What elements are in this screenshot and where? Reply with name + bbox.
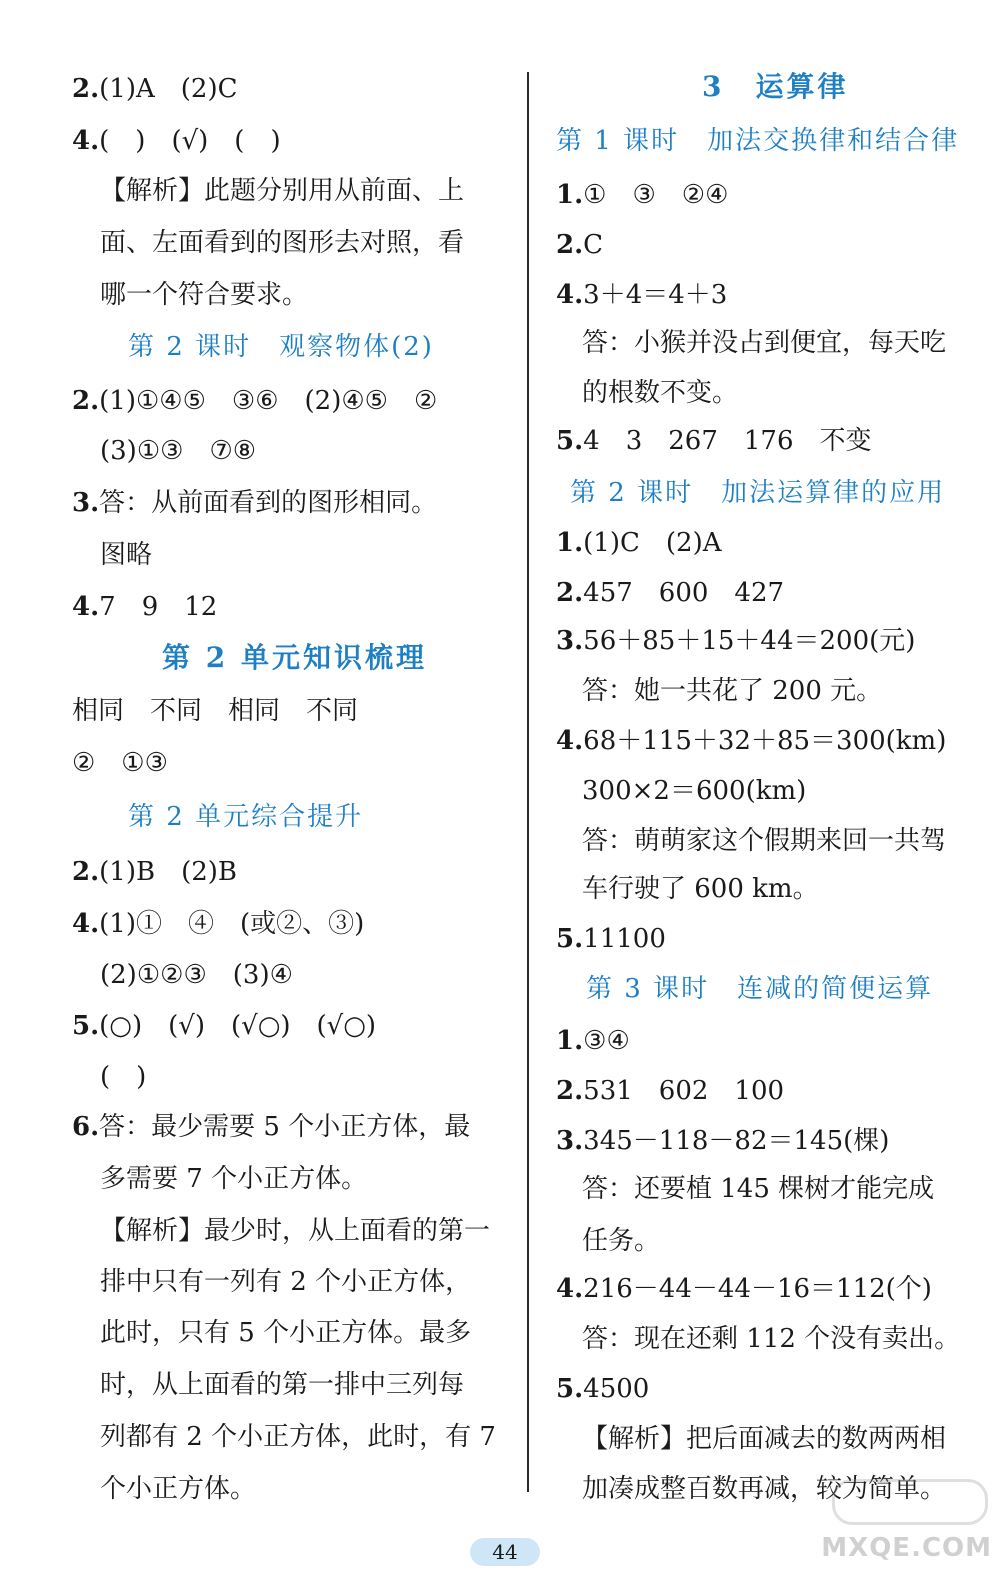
answer-text: ③④ [583,1026,630,1056]
answer-text: 【解析】最少时，从上面看的第一 [100,1216,491,1246]
answer-line [100,1265,471,1299]
answer-text: 457 600 427 [583,578,785,608]
answer-text: (2)①②③ (3)④ [100,960,293,990]
question-number: 3. [556,626,584,656]
answer-text: 【解析】把后面减去的数两两相 [582,1424,947,1454]
question-number: 4. [556,1274,584,1304]
answer-line [582,824,946,858]
question-number: 5. [72,1011,100,1041]
answer-line [72,124,281,158]
answer-text: 4 3 267 176 不变 [583,426,872,456]
unit-heading: 第 2 单元知识梳理 [162,641,427,674]
answer-text: 个小正方体。 [100,1474,257,1504]
answer-text: (3)①③ ⑦⑧ [100,436,257,466]
answer-text: 列都有 2 个小正方体，此时，有 7 [100,1422,496,1452]
question-number: 1. [556,528,584,558]
answer-text: 相同 不同 相同 不同 [72,696,359,726]
answer-line [72,907,364,941]
answer-line [556,922,666,956]
answer-text: 图略 [100,540,153,570]
answer-text: ( ) [100,1062,147,1092]
answer-text: 答：萌萌家这个假期来回一共驾 [582,826,947,856]
answer-text: C [583,230,604,260]
question-number: 3. [72,488,100,518]
answer-line [72,855,237,889]
section-heading: 第 2 课时 加法运算律的应用 [570,478,946,508]
answer-line [582,1224,660,1258]
section-heading: 第 1 课时 加法交换律和结合律 [556,126,960,156]
answer-text: 4500 [583,1374,650,1404]
section-heading: 第 3 课时 连减的简便运算 [586,974,934,1004]
answer-text: 300×2＝600(km) [582,776,807,806]
answer-text: 车行驶了 600 km。 [582,874,819,904]
answer-line [72,486,437,520]
answer-line [556,178,728,212]
question-number: 4. [72,909,100,939]
answer-text: 7 9 12 [99,592,218,622]
question-number: 5. [556,924,584,954]
answer-line [556,624,915,658]
answer-line [100,434,256,468]
answer-line [72,1009,376,1043]
answer-line [100,1060,146,1094]
answer-text: 【解析】此题分别用从前面、上 [100,176,465,206]
answer-text: (1)A (2)C [99,74,238,104]
answer-line [556,576,784,610]
answer-text: 531 602 100 [583,1076,785,1106]
answer-line [100,226,464,260]
answer-text: 答：最少需要 5 个小正方体，最 [99,1112,471,1142]
question-number: 2. [556,230,584,260]
answer-line [100,1472,256,1506]
question-number: 4. [556,726,584,756]
answer-line [582,376,738,410]
answer-text: 加凑成整百数再减，较为简单。 [582,1474,947,1504]
answer-line [582,1172,934,1206]
answer-text: 答：现在还剩 112 个没有卖出。 [582,1324,961,1354]
answer-text: 68＋115＋32＋85＝300(km) [583,726,947,756]
answer-text: 面、左面看到的图形去对照，看 [100,228,465,258]
answer-line [72,1110,470,1144]
answer-line [100,1316,471,1350]
answer-text: 345－118－82＝145(棵) [583,1126,890,1156]
answer-text: 排中只有一列有 2 个小正方体， [100,1267,472,1297]
answer-line [582,326,946,360]
unit-heading: 3 运算律 [702,70,849,103]
answer-line [582,674,882,708]
answer-line [72,384,437,418]
answer-text: 56＋85＋15＋44＝200(元) [583,626,916,656]
watermark-text: MXQE.COM [821,1533,992,1563]
answer-line [100,1368,464,1402]
question-number: 3. [556,1126,584,1156]
question-number: 4. [72,592,100,622]
answer-text: 答：还要植 145 棵树才能完成 [582,1174,935,1204]
answer-text: ( ) (√) ( ) [99,126,281,156]
column-divider [527,72,529,1492]
answer-text: 答：从前面看到的图形相同。 [99,488,438,518]
answer-line [556,1074,784,1108]
answer-text: 答：她一共花了 200 元。 [582,676,883,706]
question-number: 5. [556,1374,584,1404]
answer-line [556,724,946,758]
answer-line [72,694,358,728]
question-number: 5. [556,426,584,456]
answer-text: ② ①③ [72,748,168,778]
answer-text: (1)① ④ (或②、③) [99,909,365,939]
answer-text: (1)B (2)B [99,857,238,887]
answer-line [556,278,727,312]
answer-line [556,1372,649,1406]
question-number: 2. [72,74,100,104]
answer-text: 的根数不变。 [582,378,739,408]
answer-line [556,1124,889,1158]
answer-text: 216－44－44－16＝112(个) [583,1274,932,1304]
answer-line [100,1162,367,1196]
answer-line [582,1322,960,1356]
answer-line [100,958,293,992]
answer-text: (1)①④⑤ ③⑥ (2)④⑤ ② [99,386,438,416]
answer-line [556,424,872,458]
answer-text: 多需要 7 个小正方体。 [100,1164,368,1194]
answer-line [72,72,238,106]
answer-text: 此时，只有 5 个小正方体。最多 [100,1318,472,1348]
answer-line [582,872,819,906]
question-number: 4. [556,280,584,310]
answer-line [582,1422,946,1456]
question-number: 2. [72,857,100,887]
answer-line [556,1272,932,1306]
question-number: 2. [556,1076,584,1106]
answer-text: (1)C (2)A [583,528,722,558]
answer-line [100,174,464,208]
answer-line [100,1420,496,1454]
question-number: 2. [72,386,100,416]
question-number: 1. [556,1026,584,1056]
question-number: 4. [72,126,100,156]
answer-line [100,278,308,312]
question-number: 2. [556,578,584,608]
answer-line [100,1214,490,1248]
answer-text: 答：小猴并没占到便宜，每天吃 [582,328,947,358]
answer-line [72,746,168,780]
answer-text: (○) (√) (√○) (√○) [99,1011,377,1041]
answer-text: 11100 [583,924,666,954]
answer-line [556,1024,630,1058]
section-heading: 第 2 单元综合提升 [128,802,364,832]
answer-text: 任务。 [582,1226,661,1256]
answer-text: ① ③ ②④ [583,180,729,210]
answer-text: 时，从上面看的第一排中三列每 [100,1370,465,1400]
answer-text: 哪一个符合要求。 [100,280,309,310]
page-number: 44 [470,1538,540,1566]
answer-line [72,590,217,624]
question-number: 1. [556,180,584,210]
question-number: 6. [72,1112,100,1142]
section-heading: 第 2 课时 观察物体(2) [128,332,434,362]
answer-line [556,526,722,560]
answer-line [556,228,603,262]
answer-text: 3＋4＝4＋3 [583,280,728,310]
answer-line [100,538,152,572]
answer-line [582,774,806,808]
watermark-logo [832,1479,988,1525]
